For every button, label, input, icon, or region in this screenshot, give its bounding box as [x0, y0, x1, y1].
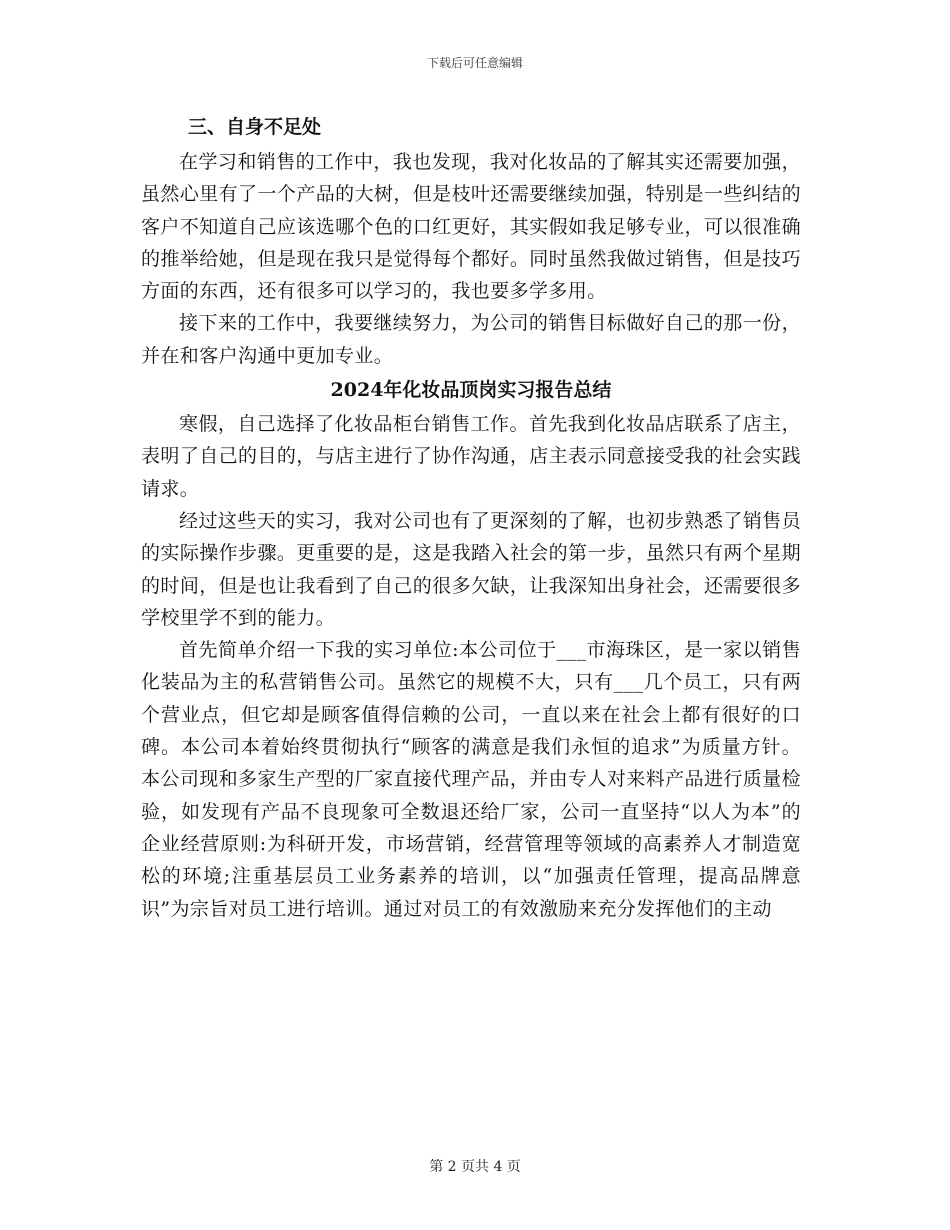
- section-heading: 三、自身不足处: [188, 116, 322, 138]
- paragraph: 在学习和销售的工作中，我也发现，我对化妆品的了解其实还需要加强，虽然心里有了一个产品的大树，但是枝叶还需要继续加强，特别是一些纠结的客户不知道自己应该选哪个色的口红更好，其实假如我足够专业，可以很准确的推举给她，但是现在我只是觉得每个都好。同时虽然我做过销售，但是技巧方面的东西，还有很多可以学习的，我也要多学多用。: [141, 151, 801, 303]
- paragraph: 接下来的工作中，我要继续努力，为公司的销售目标做好自己的那一份，并在和客户沟通中更加专业。: [141, 312, 801, 367]
- paragraph: 首先简单介绍一下我的实习单位:本公司位于___市海珠区，是一家以销售化装品为主的私营销售公司。虽然它的规模不大，只有___几个员工，只有两个营业点，但它却是顾客值得信赖的公司，一直以来在社会上都有很好的口碑。本公司本着始终贯彻执行“顾客的满意是我们永恒的追求”为质量方针。本公司现和多家生产型的厂家直接代理产品，并由专人对来料产品进行质量检验，如发现有产品不良现象可全数退还给厂家，公司一直坚持“以人为本”的企业经营原则:为科研开发，市场营销，经营管理等领域的高素养人才制造宽松的环境;注重基层员工业务素养的培训，以“加强责任管理，提高品牌意识”为宗旨对员工进行培训。通过对员工的有效激励来充分发挥他们的主动: [141, 639, 801, 920]
- article-title: 2024年化妆品顶岗实习报告总结: [330, 379, 612, 402]
- page-number: 第 2 页共 4 页: [429, 1159, 521, 1175]
- paragraph: 寒假，自己选择了化妆品柜台销售工作。首先我到化妆品店联系了店主，表明了自己的目的，与店主进行了协作沟通，店主表示同意接受我的社会实践请求。: [141, 413, 801, 500]
- document-body: [141, 110, 801, 925]
- paragraph: 经过这些天的实习，我对公司也有了更深刻的了解，也初步熟悉了销售员的实际操作步骤。更重要的是，这是我踏入社会的第一步，虽然只有两个星期的时间，但是也让我看到了自己的很多欠缺，让我深知出身社会，还需要很多学校里学不到的能力。: [141, 509, 801, 629]
- page-header: 下载后可任意编辑: [426, 56, 523, 70]
